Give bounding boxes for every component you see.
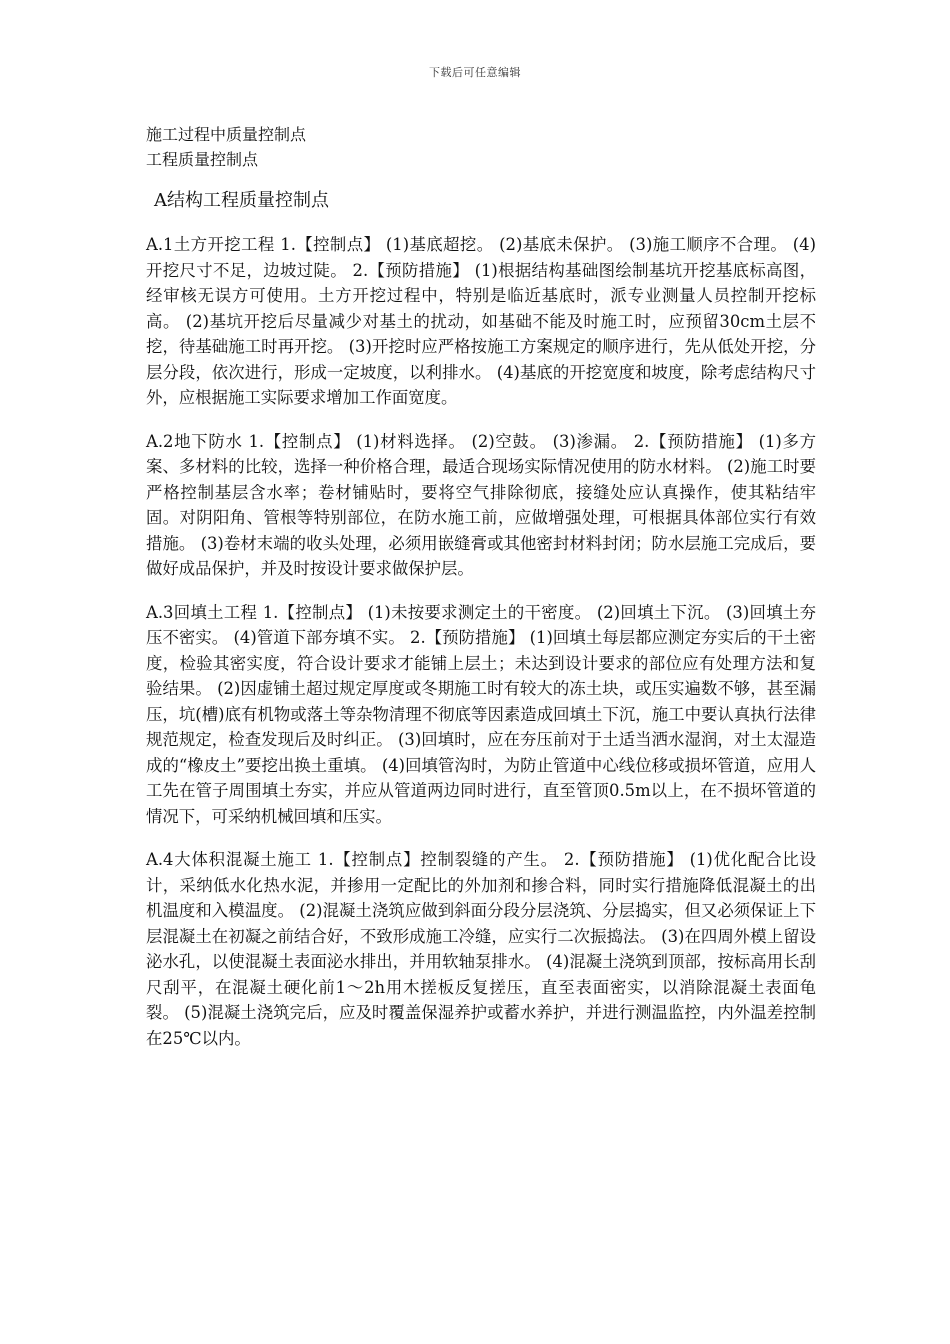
paragraph-a3-backfill: A.3回填土工程 1.【控制点】 (1)未按要求测定土的干密度。 (2)回填土下沉。 (3)回填土夯压不密实。 (4)管道下部夯填不实。 2.【预防措施】 (1)回填土每层都应测定夯实后的干土密度，检验其密实度，符合设计要求才能铺上层土；未达到设计要求的部位应有处理方法和复验结果。 (2)因虚铺土超过规定厚度或冬期施工时有较大的冻土块，或压实遍数不够，甚至漏压，坑(槽)底有机物或落土等杂物清理不彻底等因素造成回填土下沉，施工中要认真执行法律规范规定，检查发现后及时纠正。 (3)回填时，应在夯压前对于土适当洒水湿润，对土太湿造成的“橡皮土”要挖出换土重填。 (4)回填管沟时，为防止管道中心线位移或损坏管道，应用人工先在管子周围填土夯实，并应从管道两边同时进行，直至管顶0.5m以上，在不损坏管道的情况下，可采纳机械回填和压实。 (146, 602, 816, 826)
section-heading: A结构工程质量控制点 (154, 190, 329, 211)
document-subtitle: 工程质量控制点 (146, 150, 259, 169)
paragraph-a4-mass-concrete: A.4大体积混凝土施工 1.【控制点】控制裂缝的产生。 2.【预防措施】 (1)优化配合比设计，采纳低水化热水泥，并掺用一定配比的外加剂和掺合料，同时实行措施降低混凝土的出机温度和入模温度。 (2)混凝土浇筑应做到斜面分段分层浇筑、分层捣实，但又必须保证上下层混凝土在初凝之前结合好，不致形成施工冷缝，应实行二次振捣法。 (3)在四周外模上留设泌水孔，以使混凝土表面泌水排出，并用软轴泵排水。 (4)混凝土浇筑到顶部，按标高用长刮尺刮平，在混凝土硬化前1～2h用木搓板反复搓压，直至表面密实，以消除混凝土表面龟裂。 (5)混凝土浇筑完后，应及时覆盖保湿养护或蓄水养护，并进行测温监控，内外温差控制在25℃以内。 (146, 850, 816, 1048)
paragraph-a2-waterproofing: A.2地下防水 1.【控制点】 (1)材料选择。 (2)空鼓。 (3)渗漏。 2.【预防措施】 (1)多方案、多材料的比较，选择一种价格合理，最适合现场实际情况使用的防水材料。 (2)施工时要严格控制基层含水率；卷材铺贴时，要将空气排除彻底，接缝处应认真操作，使其粘结牢固。对阴阳角、管根等特别部位，在防水施工前，应做增强处理，可根据具体部位实行有效措施。 (3)卷材末端的收头处理，必须用嵌缝膏或其他密封材料封闭；防水层施工完成后，要做好成品保护，并及时按设计要求做保护层。 (146, 431, 816, 578)
document-body (146, 122, 816, 1051)
header-note: 下载后可任意编辑 (429, 66, 521, 79)
paragraph-a1-earthwork: A.1土方开挖工程 1.【控制点】 (1)基底超挖。 (2)基底未保护。 (3)施工顺序不合理。 (4)开挖尺寸不足，边坡过陡。 2.【预防措施】 (1)根据结构基础图绘制基坑开挖基底标高图，经审核无误方可使用。土方开挖过程中，特别是临近基底时，派专业测量人员控制开挖标高。 (2)基坑开挖后尽量减少对基土的扰动，如基础不能及时施工时，应预留30cm土层不挖，待基础施工时再开挖。 (3)开挖时应严格按施工方案规定的顺序进行，先从低处开挖，分层分段，依次进行，形成一定坡度，以利排水。 (4)基底的开挖宽度和坡度，除考虑结构尺寸外，应根据施工实际要求增加工作面宽度。 (146, 235, 816, 407)
document-title: 施工过程中质量控制点 (146, 125, 307, 144)
